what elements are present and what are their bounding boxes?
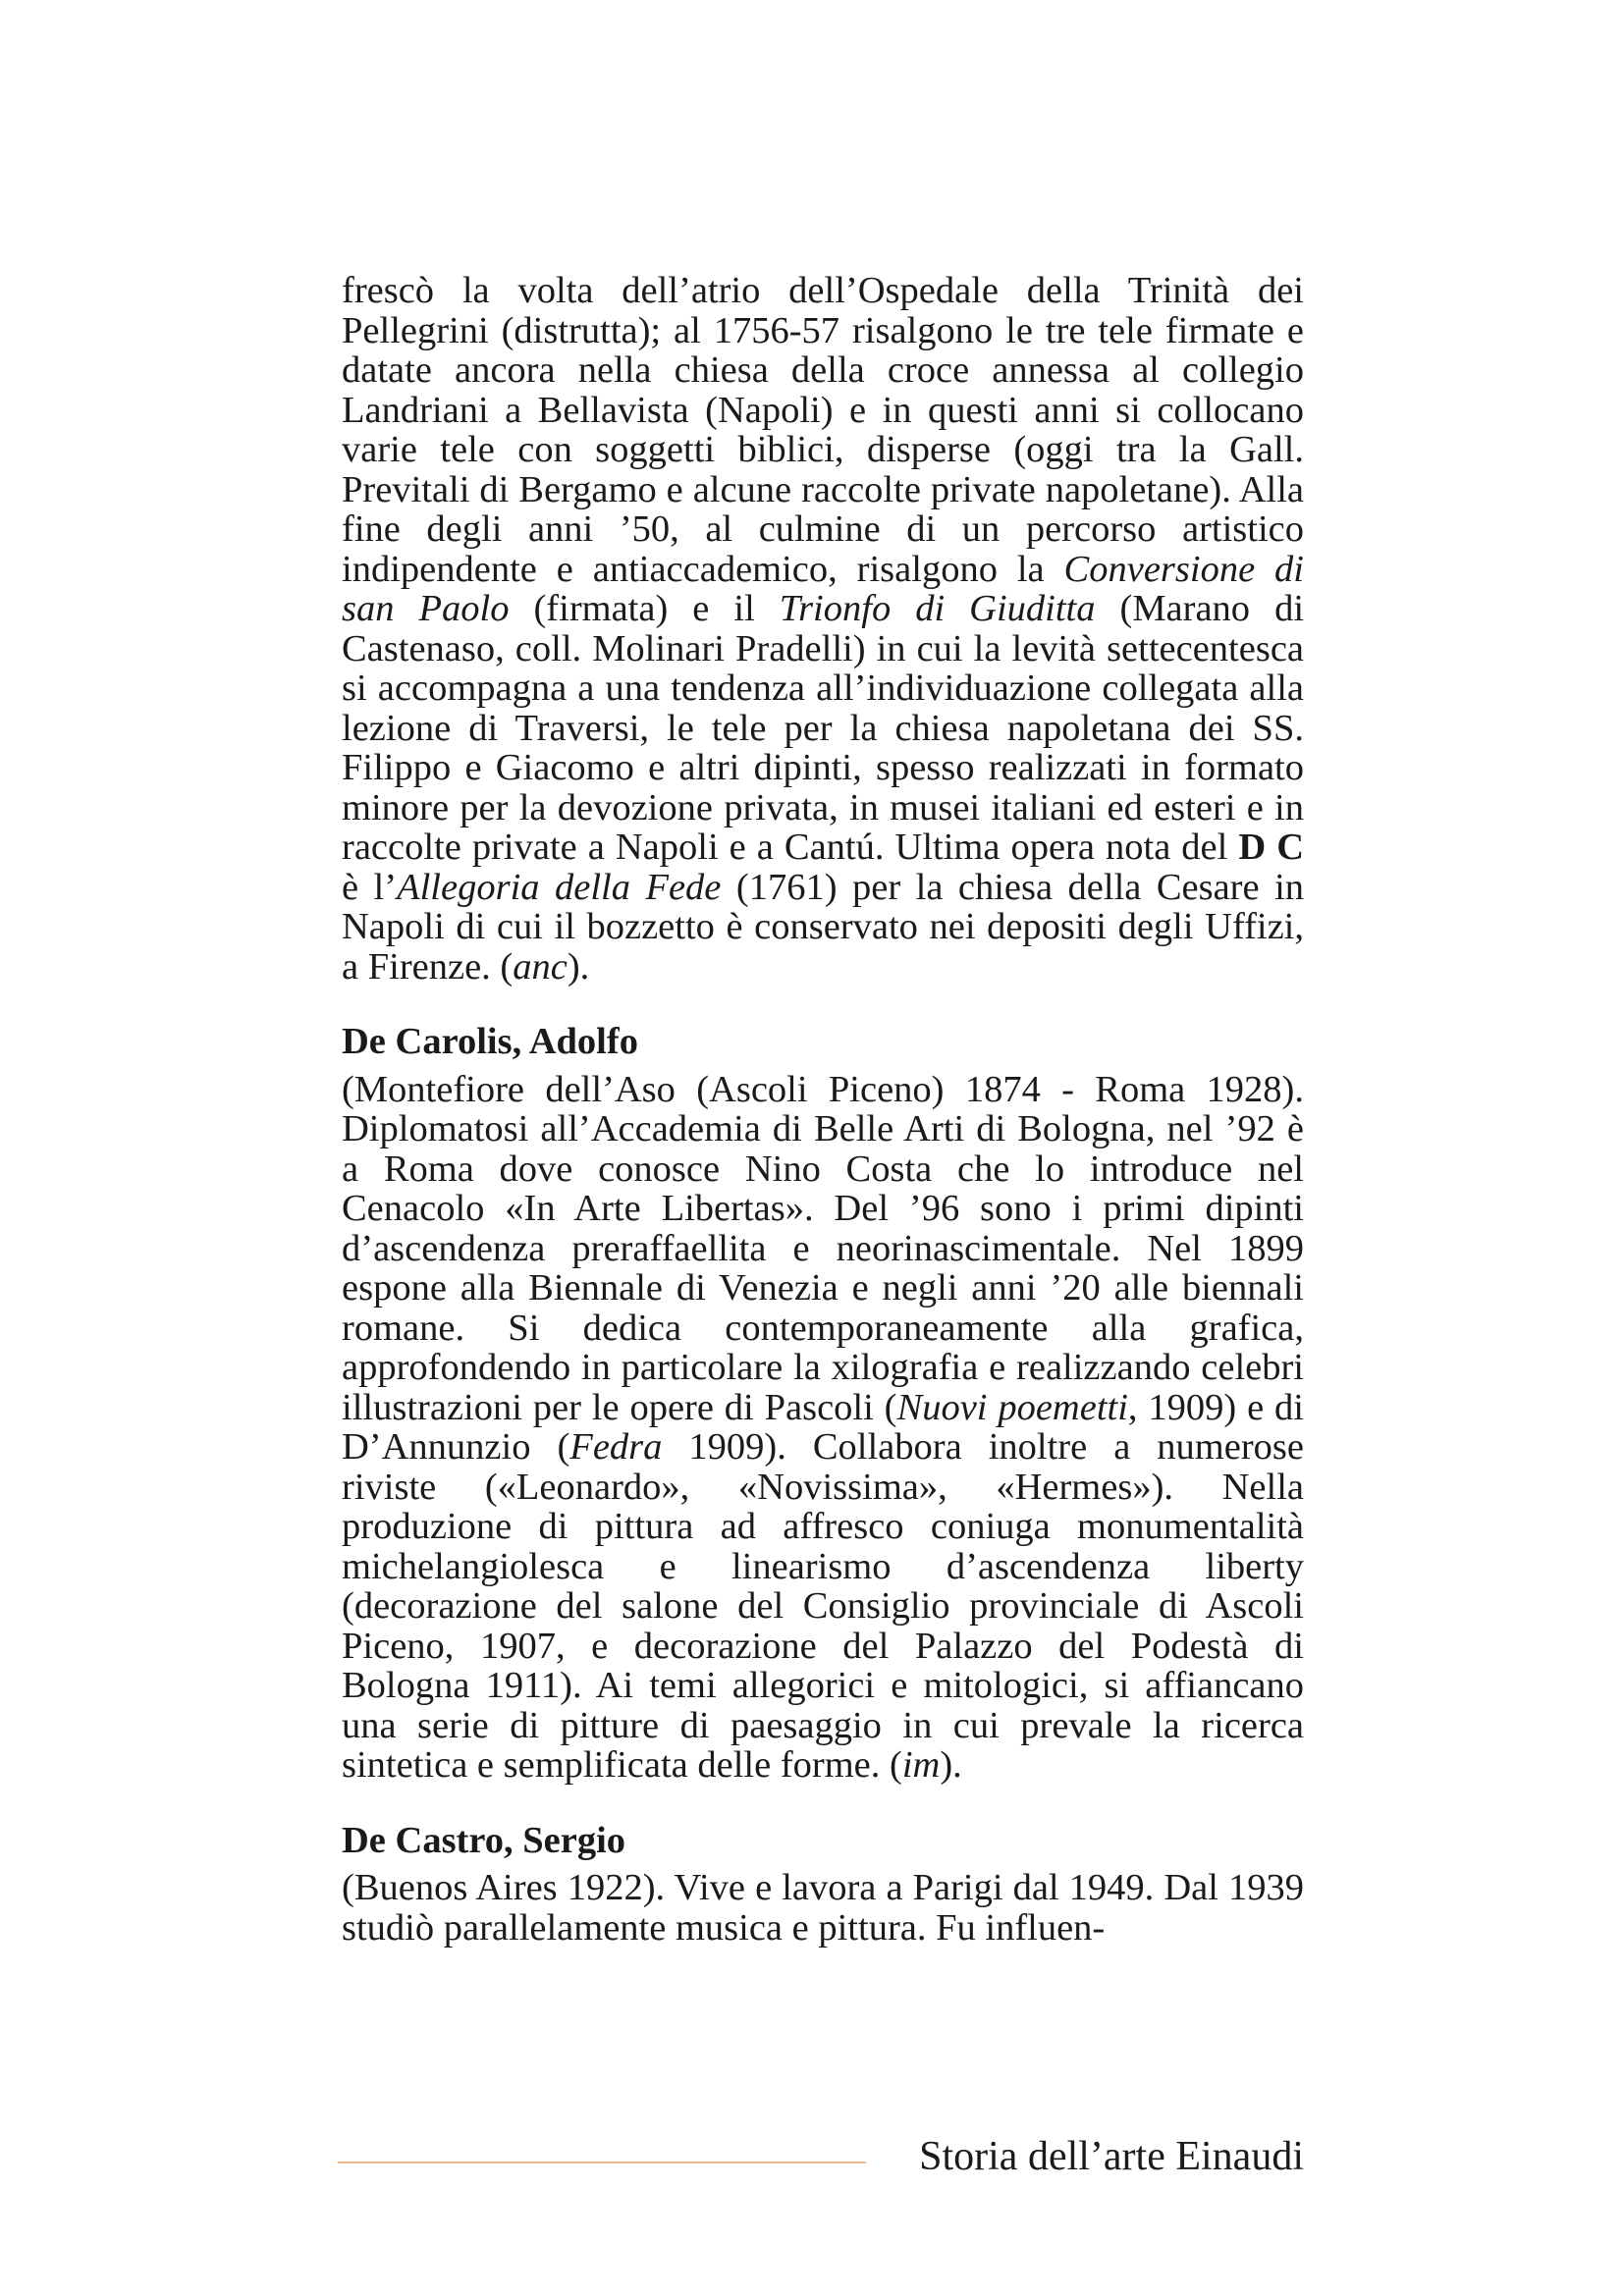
text-segment: Trionfo di Giuditta — [779, 588, 1096, 629]
text-segment: , 1909) e di D’Annunzio ( — [342, 1386, 1304, 1468]
text-segment: ). — [940, 1744, 962, 1786]
footer-title: Storia dell’arte Einaudi — [919, 2134, 1304, 2179]
text-segment: D C — [1238, 827, 1305, 868]
text-segment: Conversione di san Paolo — [342, 548, 1304, 629]
text-segment: Fedra — [569, 1426, 663, 1468]
text-segment: anc — [513, 945, 568, 988]
text-segment: (Buenos Aires 1922). Vive e lavora a Parigi dal 1949. Dal 1939 studiò parallelamente musica e pittura. Fu influen- — [342, 1867, 1304, 1949]
text-segment: 1909). Collabora inoltre a numerose riviste («Leonardo», «Novissima», «Hermes»). Nella produzione di pittura ad affresco coniuga monumentalità michelangiolesca e linearismo d’ascendenza liberty (decorazione del salone del Consiglio provinciale di Ascoli Piceno, 1907, e decorazione del Palazzo del Podestà di Bologna 1911). Ai temi allegorici e mitologici, si affiancano una serie di pitture di paesaggio in cui prevale la ricerca sintetica e semplificata delle forme. ( — [342, 1426, 1304, 1786]
text-segment: (Marano di Castenaso, coll. Molinari Pradelli) in cui la levità settecentesca si accompagna a una tendenza all’individuazione collegata alla lezione di Traversi, le tele per la chiesa napoletana dei SS. Filippo e Giacomo e altri dipinti, spesso realizzati in formato minore per la devozione privata, in musei italiani ed esteri e in raccolte private a Napoli e a Cantú. Ultima opera nota del — [342, 588, 1305, 868]
text-segment: è l’ — [342, 866, 398, 908]
text-segment: frescò la volta dell’atrio dell’Ospedale della Trinità dei Pellegrini (distrutta); al 1756-57 risalgono le tre tele firmate e datate ancora nella chiesa della croce annessa al collegio Landriani a Bellavista (Napoli) e in questi anni si collocano varie tele con soggetti biblici, disperse (oggi tra la Gall. Previtali di Bergamo e alcune raccolte private napoletane). Alla fine degli anni ’50, al culmine di un percorso artistico indipendente e antiaccademico, risalgono la — [342, 270, 1304, 590]
text-segment: (Montefiore dell’Aso (Ascoli Piceno) 1874 - Roma 1928). Diplomatosi all’Accademia di Belle Arti di Bologna, nel ’92 è a Roma dove conosce Nino Costa che lo introduce nel Cenacolo «In Arte Libertas». Del ’96 sono i primi dipinti d’ascendenza preraffaellita e neorinascimentale. Nel 1899 espone alla Biennale di Venezia e negli anni ’20 alle biennali romane. Si dedica contemporaneamente alla grafica, approfondendo in particolare la xilografia e realizzando celebri illustrazioni per le opere di Pascoli ( — [342, 1068, 1304, 1428]
text-segment: ). — [567, 945, 590, 988]
entry-heading: De Carolis, Adolfo — [342, 1021, 638, 1062]
entry-heading: De Castro, Sergio — [342, 1819, 626, 1861]
entry-body — [342, 1070, 1304, 1786]
entry-body — [342, 1868, 1304, 1948]
text-segment: (firmata) e il — [509, 588, 780, 629]
text-segment: Allegoria della Fede — [397, 866, 722, 908]
text-segment: im — [901, 1744, 941, 1786]
text-segment: Nuovi poemetti — [896, 1386, 1128, 1428]
text-column — [342, 271, 1304, 1948]
footer-rule — [338, 2162, 866, 2163]
entry-body — [342, 271, 1304, 987]
text-segment: (1761) per la chiesa della Cesare in Napoli di cui il bozzetto è conservato nei depositi degli Uffizi, a Firenze. ( — [342, 866, 1305, 988]
